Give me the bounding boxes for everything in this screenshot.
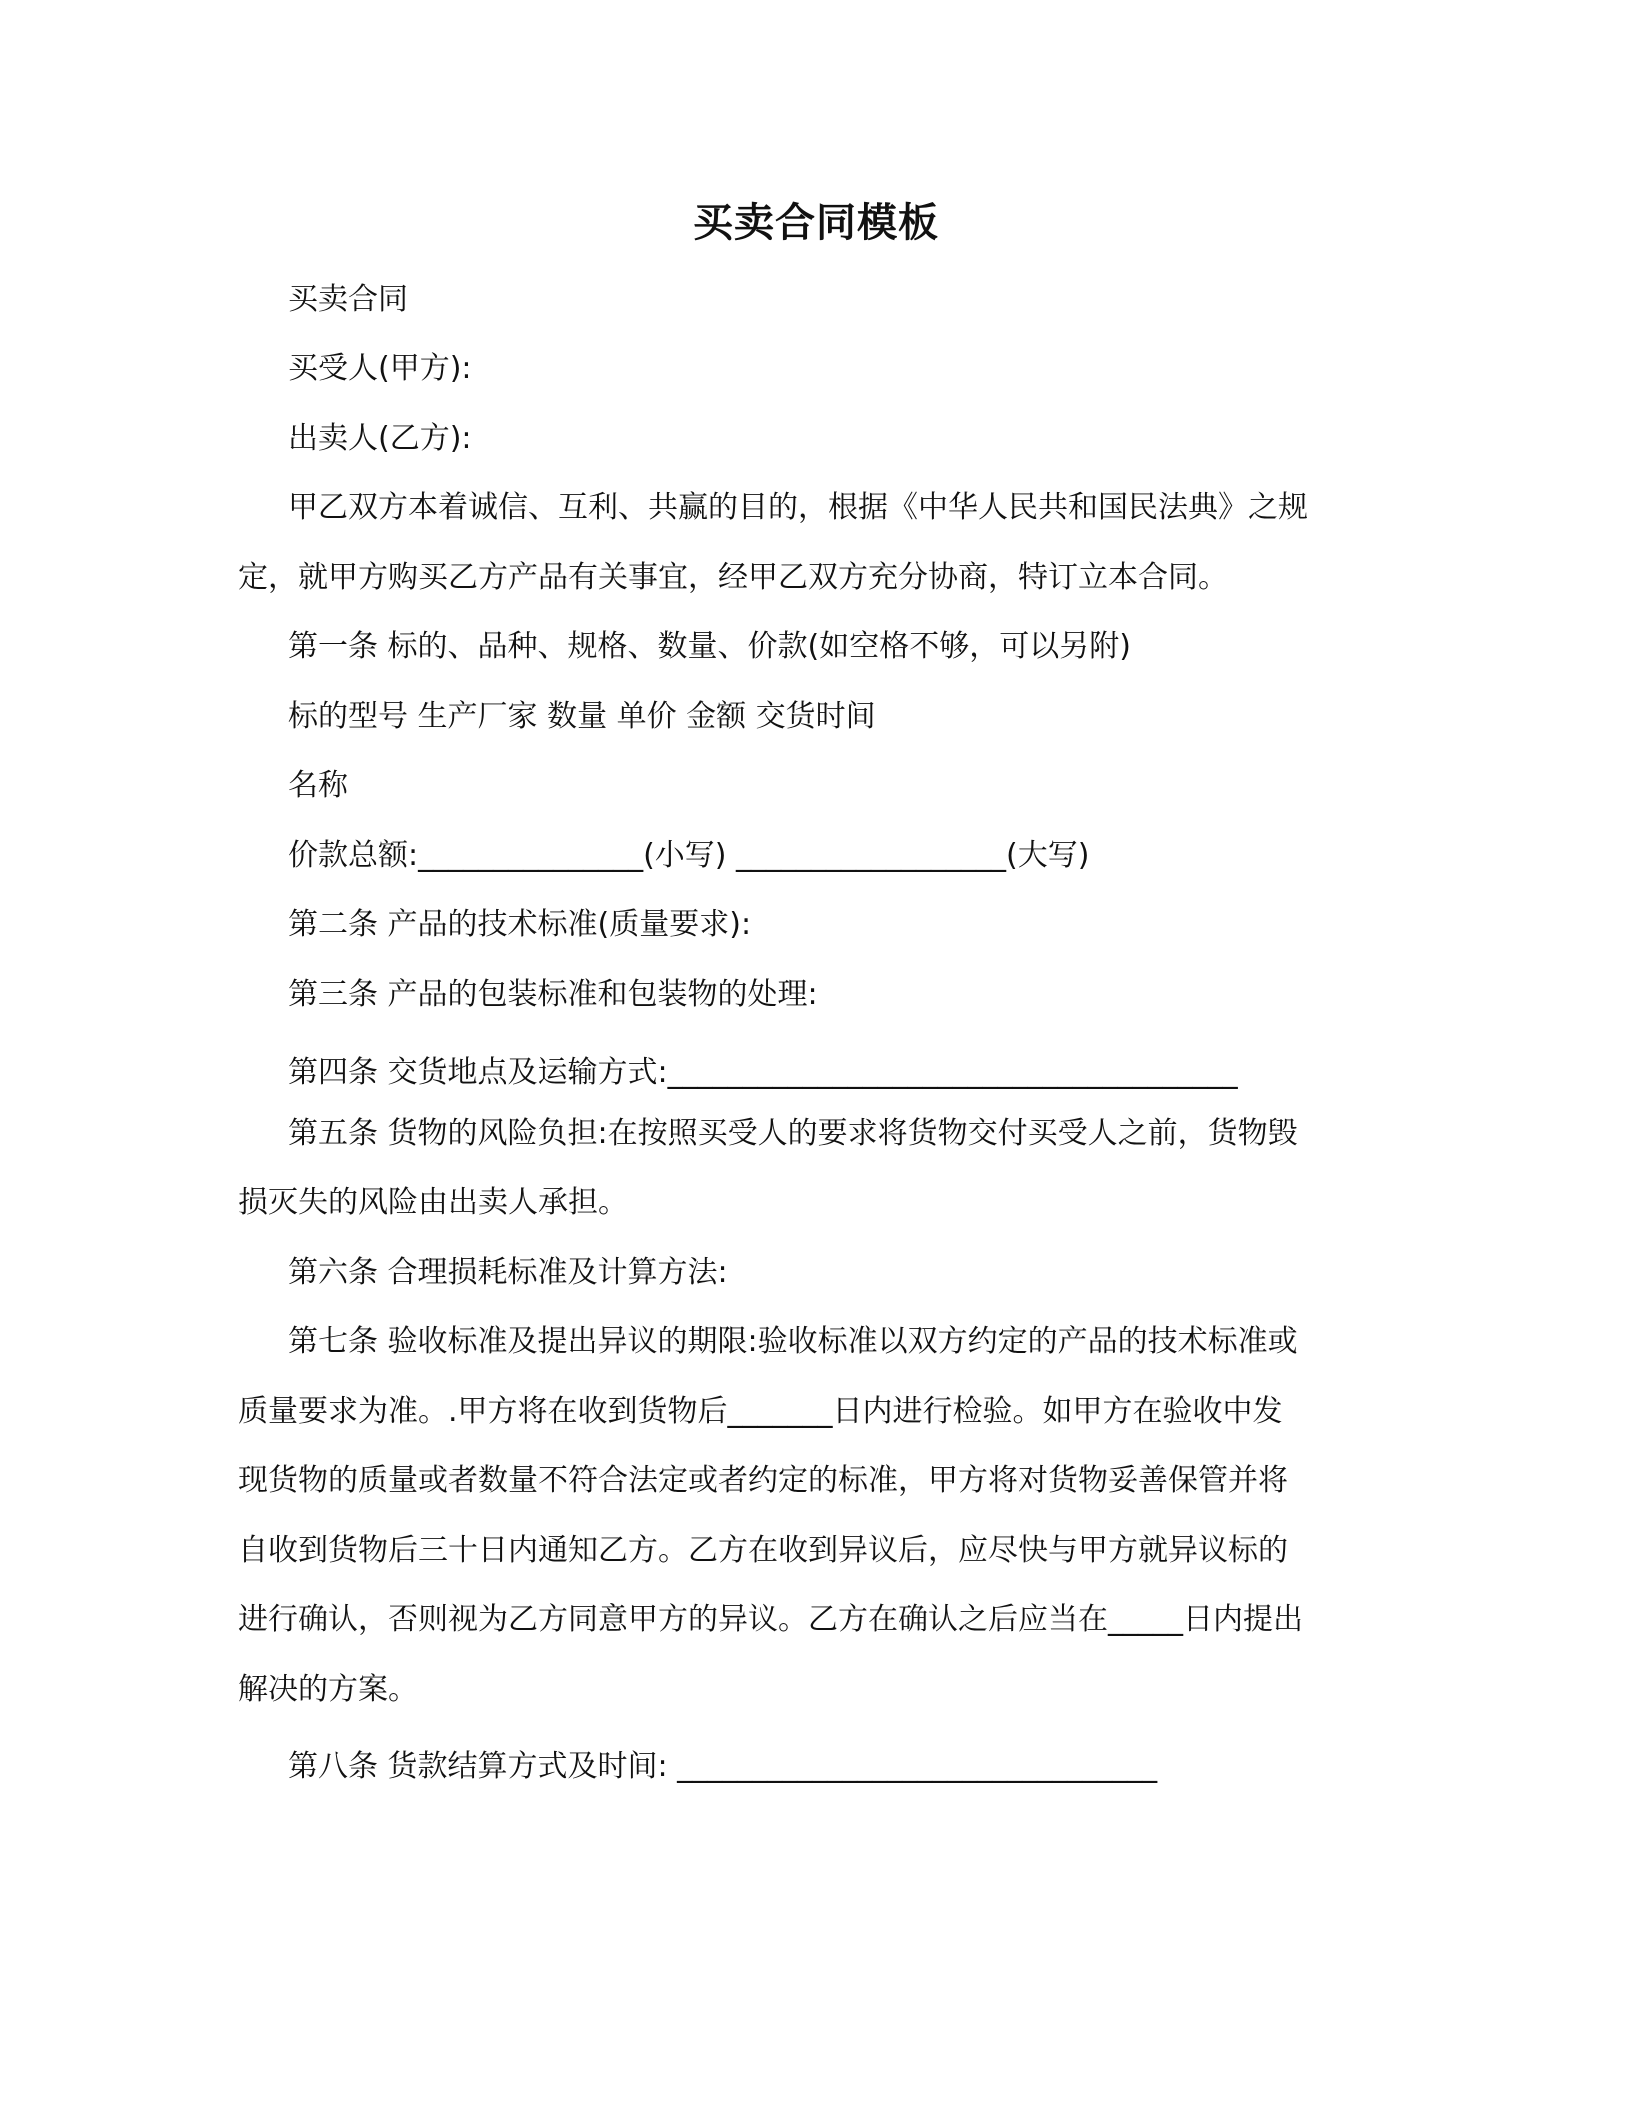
article-1-columns: 标的型号 生产厂家 数量 单价 金额 交货时间 [288,699,876,734]
document-title: 买卖合同模板 [693,200,939,246]
article-8: 第八条 货款结算方式及时间: ________________________________ [288,1749,1158,1784]
contract-heading: 买卖合同 [288,282,408,317]
article-1: 第一条 标的、品种、规格、数量、价款(如空格不够，可以另附) [288,629,1131,664]
preamble-line-1: 甲乙双方本着诚信、互利、共赢的目的，根据《中华人民共和国民法典》之规 [288,490,1308,525]
article-7-line-2: 质量要求为准。.甲方将在收到货物后_______日内进行检验。如甲方在验收中发 [238,1394,1283,1429]
article-7-line-6: 解决的方案。 [238,1672,418,1707]
total-price-line: 价款总额:_______________(小写) __________________(大写) [288,838,1090,873]
seller-line: 出卖人(乙方): [288,421,472,456]
article-7-line-5: 进行确认，否则视为乙方同意甲方的异议。乙方在确认之后应当在_____日内提出 [238,1602,1303,1637]
article-2: 第二条 产品的技术标准(质量要求): [288,907,752,942]
article-3: 第三条 产品的包装标准和包装物的处理: [288,977,818,1012]
article-4: 第四条 交货地点及运输方式:______________________________________ [288,1055,1238,1090]
article-5-line-1: 第五条 货物的风险负担:在按照买受人的要求将货物交付买受人之前，货物毁 [288,1116,1298,1151]
article-7-line-1: 第七条 验收标准及提出异议的期限:验收标准以双方约定的产品的技术标准或 [288,1324,1298,1359]
article-6: 第六条 合理损耗标准及计算方法: [288,1255,728,1290]
article-1-name-label: 名称 [288,768,348,803]
preamble-line-2: 定，就甲方购买乙方产品有关事宜，经甲乙双方充分协商，特订立本合同。 [238,560,1228,595]
article-7-line-3: 现货物的质量或者数量不符合法定或者约定的标准，甲方将对货物妥善保管并将 [238,1463,1288,1498]
buyer-line: 买受人(甲方): [288,351,472,386]
article-5-line-2: 损灭失的风险由出卖人承担。 [238,1185,628,1220]
article-7-line-4: 自收到货物后三十日内通知乙方。乙方在收到异议后，应尽快与甲方就异议标的 [238,1533,1288,1568]
